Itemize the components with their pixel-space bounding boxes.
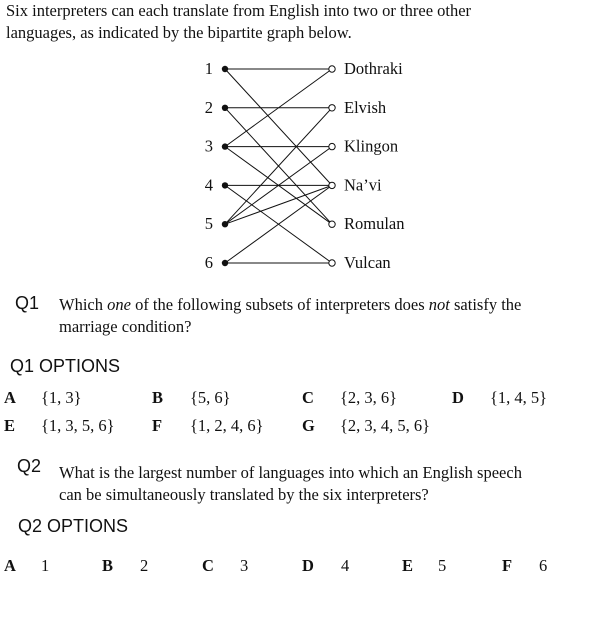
language-node-1 [329,66,335,72]
interpreter-nodes [205,59,228,272]
interpreter-node-2 [222,105,228,111]
q1-option-letter: A [4,388,16,407]
language-node-2 [329,105,335,111]
q1-option-d[interactable] [452,388,548,408]
q1-option-a[interactable] [4,388,82,408]
q1-option-value: {1, 3} [41,388,82,407]
interpreter-node-1 [222,66,228,72]
q2-option-value: 2 [140,556,149,575]
interpreter-label-3: 3 [204,136,213,156]
q2-option-letter: A [4,556,16,575]
q1-option-letter: G [302,416,315,435]
language-nodes [329,59,405,272]
edge-5-4 [225,185,332,224]
q2-option-value: 3 [240,556,249,575]
q1-option-value: {2, 3, 6} [340,388,398,407]
q2-option-value: 1 [41,556,50,575]
interpreter-label-5: 5 [204,214,213,234]
intro-line-1: Six interpreters can each translate from English into two or three other [6,1,472,20]
edge-1-4 [225,69,332,185]
q1-option-b[interactable] [152,388,231,408]
language-node-4 [329,182,335,188]
q1-line-1: Which one of the following subsets of interpreters does not satisfy the [59,295,522,314]
q1-option-g[interactable] [302,416,431,436]
q2-option-value: 4 [341,556,350,575]
q2-option-d[interactable] [302,556,350,576]
q1-option-letter: C [302,388,314,407]
interpreter-node-3 [222,143,228,149]
q1-option-value: {1, 2, 4, 6} [190,416,264,435]
q2-option-value: 5 [438,556,447,575]
q1-label: Q1 [15,293,40,313]
q2-option-letter: D [302,556,314,575]
q1-option-value: {1, 4, 5} [490,388,548,407]
language-label-6: Vulcan [344,253,391,272]
language-node-6 [329,260,335,266]
q2-line-2: can be simultaneously translated by the six interpreters? [59,485,429,504]
q1-option-letter: F [152,416,163,435]
q1-option-f[interactable] [152,416,264,436]
language-node-3 [329,143,335,149]
q1-option-value: {2, 3, 4, 5, 6} [340,416,431,435]
interpreter-label-4: 4 [204,175,213,195]
q2-option-f[interactable] [502,556,548,576]
q1-line-2: marriage condition? [59,317,192,336]
interpreter-label-1: 1 [204,59,213,78]
language-label-4: Na’vi [344,175,382,195]
q1-question [59,294,521,338]
interpreter-node-5 [222,221,228,227]
q1-option-value: {5, 6} [190,388,231,407]
q2-line-1: What is the largest number of languages into which an English speech [59,463,522,482]
q2-option-letter: C [202,556,214,575]
graph-edges [225,69,332,263]
language-node-5 [329,221,335,227]
q2-label: Q2 [17,456,42,476]
language-label-5: Romulan [344,214,405,234]
q1-option-e[interactable] [4,416,115,436]
q2-option-e[interactable] [402,556,447,576]
q1-option-letter: D [452,388,464,407]
q2-option-letter: E [402,556,414,575]
language-label-3: Klingon [344,136,399,156]
interpreter-label-6: 6 [204,253,213,272]
language-label-1: Dothraki [344,59,403,78]
q2-option-c[interactable] [202,556,249,576]
q1-option-letter: E [4,416,16,435]
interpreter-node-6 [222,260,228,266]
interpreter-node-4 [222,182,228,188]
language-label-2: Elvish [344,97,387,117]
q1-option-c[interactable] [302,388,398,408]
intro-text [6,0,471,44]
intro-line-2: languages, as indicated by the bipartite graph below. [6,23,352,42]
q1-options-title: Q1 OPTIONS [10,356,121,376]
q2-question [59,462,522,506]
bipartite-graph [0,55,612,280]
q1-option-value: {1, 3, 5, 6} [41,416,115,435]
q2-option-a[interactable] [4,556,50,576]
interpreter-label-2: 2 [204,97,213,117]
q2-option-letter: B [102,556,114,575]
q2-options-title: Q2 OPTIONS [18,516,129,536]
q2-option-value: 6 [539,556,548,575]
q2-option-b[interactable] [102,556,149,576]
q2-option-letter: F [502,556,513,575]
q1-option-letter: B [152,388,164,407]
